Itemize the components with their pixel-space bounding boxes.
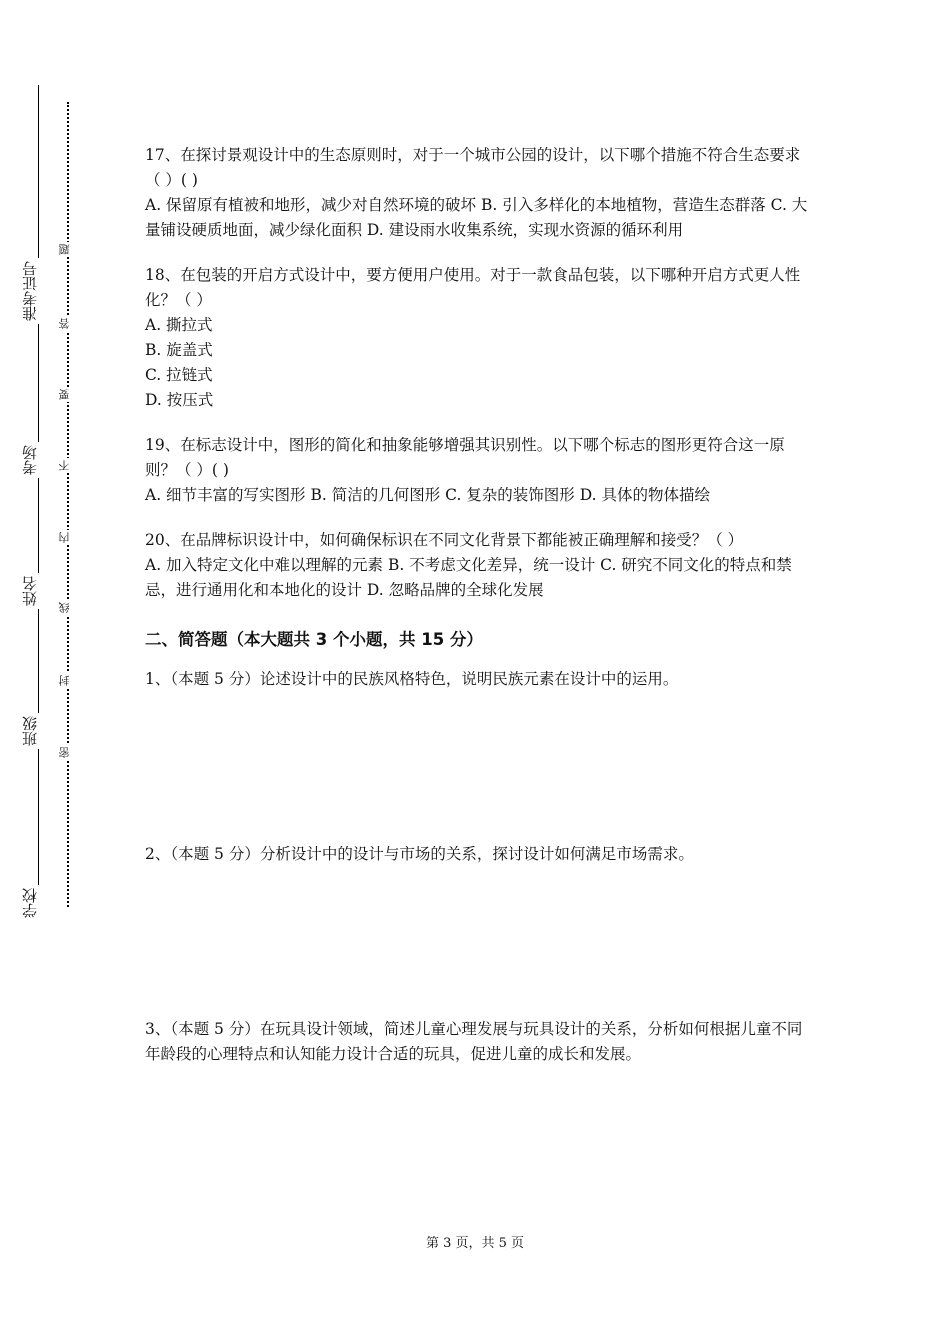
seal-char: 封 — [59, 673, 77, 688]
question-18 — [145, 263, 815, 413]
short-answer-1: 1、（本题 5 分）论述设计中的民族风格特色，说明民族元素在设计中的运用。 — [145, 670, 679, 688]
question-options: A. 加入特定文化中难以理解的元素 B. 不考虑文化差异，统一设计 C. 研究不同文化的特点和禁忌，进行通用化和本地化的设计 D. 忽略品牌的全球化发展 — [145, 556, 792, 599]
field-name-label: 姓名 — [22, 573, 52, 609]
seal-char: 线 — [59, 600, 77, 615]
field-school-label: 学校 — [22, 885, 52, 921]
choice-questions — [145, 143, 815, 653]
field-exam-number-label: 准考证号 — [22, 258, 52, 324]
short-answer-2: 2、（本题 5 分）分析设计中的设计与市场的关系，探讨设计如何满足市场需求。 — [145, 845, 694, 863]
question-stem: 19、在标志设计中，图形的简化和抽象能够增强其识别性。以下哪个标志的图形更符合这一原则？（ ）( ) — [145, 436, 785, 479]
question-stem: 20、在品牌标识设计中，如何确保标识在不同文化背景下都能被正确理解和接受？（ ） — [145, 531, 744, 549]
seal-dotted-line — [67, 102, 69, 907]
question-stem: 18、在包装的开启方式设计中，要方便用户使用。对于一款食品包装，以下哪种开启方式更人性化？（ ） — [145, 266, 801, 309]
question-19 — [145, 433, 815, 508]
option-c: C. 拉链式 — [145, 366, 213, 384]
field-exam-room-label: 考场 — [22, 442, 52, 478]
option-a: A. 撕拉式 — [145, 316, 213, 334]
short-answer-3: 3、（本题 5 分）在玩具设计领域，简述儿童心理发展与玩具设计的关系，分析如何根据儿童不同年龄段的心理特点和认知能力设计合适的玩具，促进儿童的成长和发展。 — [145, 1020, 803, 1063]
section-title: 二、简答题（本大题共 3 个小题，共 15 分） — [145, 630, 483, 649]
seal-char: 不 — [59, 458, 77, 473]
page-footer: 第 3 页，共 5 页 — [425, 1236, 525, 1251]
binding-solid-line — [38, 85, 39, 915]
question-stem: 17、在探讨景观设计中的生态原则时，对于一个城市公园的设计，以下哪个措施不符合生态要求（ ）( ) — [145, 146, 801, 189]
binding-margin — [0, 0, 110, 1344]
question-20 — [145, 528, 815, 603]
option-d: D. 按压式 — [145, 391, 214, 409]
option-b: B. 旋盖式 — [145, 341, 213, 359]
seal-char: 要 — [59, 387, 77, 402]
seal-char: 内 — [59, 530, 77, 545]
question-options: A. 保留原有植被和地形，减少对自然环境的破坏 B. 引入多样化的本地植物，营造生态群落 C. 大量铺设硬质地面，减少绿化面积 D. 建设雨水收集系统，实现水资源的循环利用 — [145, 196, 808, 239]
question-options: A. 细节丰富的写实图形 B. 简洁的几何图形 C. 复杂的装饰图形 D. 具体的物体描绘 — [145, 486, 710, 504]
seal-char: 密 — [59, 745, 77, 760]
seal-char: 答 — [59, 316, 77, 331]
field-class-label: 班级 — [22, 713, 52, 749]
seal-char: 题 — [59, 242, 77, 257]
question-17 — [145, 143, 815, 243]
